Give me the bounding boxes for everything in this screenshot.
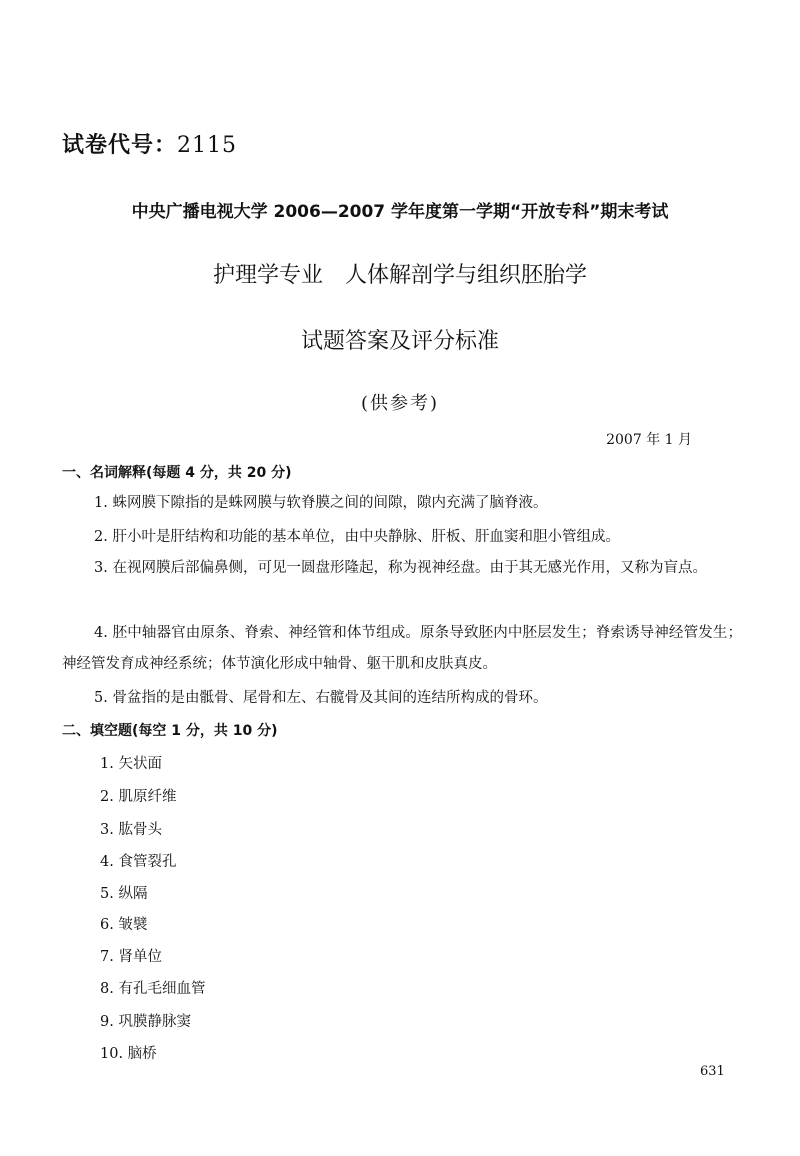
answer-item: 5. 纵隔 <box>100 886 148 902</box>
course-title: 护理学专业 人体解剖学与组织胚胎学 <box>212 263 587 288</box>
answer-item: 6. 皱襞 <box>100 917 148 933</box>
answer-item: 3. 肱骨头 <box>100 822 162 838</box>
answer-item: 10. 脑桥 <box>100 1046 157 1062</box>
exam-code-number: 2115 <box>177 133 238 158</box>
exam-title: 中央广播电视大学 2006—2007 学年度第一学期“开放专科”期末考试 <box>131 202 669 222</box>
exam-code-label: 试卷代号： <box>62 133 178 158</box>
definition-item: 2. 肝小叶是肝结构和功能的基本单位，由中央静脉、肝板、肝血窦和胆小管组成。 <box>94 529 620 545</box>
definition-item: 1. 蛛网膜下隙指的是蛛网膜与软脊膜之间的间隙，隙内充满了脑脊液。 <box>94 495 548 511</box>
answer-item: 7. 肾单位 <box>100 949 162 965</box>
definition-item: 5. 骨盆指的是由骶骨、尾骨和左、右髋骨及其间的连结所构成的骨环。 <box>94 690 548 706</box>
exam-date: 2007 年 1 月 <box>606 432 692 448</box>
reference-note: (供参考) <box>360 393 440 414</box>
exam-code <box>62 128 237 159</box>
answer-item: 9. 巩膜静脉窦 <box>100 1014 191 1030</box>
page-number: 631 <box>700 1064 725 1079</box>
definition-item: 4. 胚中轴器官由原条、脊索、神经管和体节组成。原条导致胚内中胚层发生；脊索诱导神经管发生；神经管发育成神经系统；体节演化形成中轴骨、躯干肌和皮肤真皮。 <box>62 625 742 672</box>
definition-item: 3. 在视网膜后部偏鼻侧，可见一圆盘形隆起，称为视神经盘。由于其无感光作用，又称为盲点。 <box>94 560 707 576</box>
answer-item: 8. 有孔毛细血管 <box>100 981 206 997</box>
section-heading-definitions: 一、名词解释(每题 4 分，共 20 分) <box>62 465 292 481</box>
answer-item: 1. 矢状面 <box>100 756 162 772</box>
document-title: 试题答案及评分标准 <box>300 329 499 354</box>
answer-item: 4. 食管裂孔 <box>100 854 177 870</box>
answer-item: 2. 肌原纤维 <box>100 789 177 805</box>
section-heading-fill-in: 二、填空题(每空 1 分，共 10 分) <box>62 723 278 739</box>
